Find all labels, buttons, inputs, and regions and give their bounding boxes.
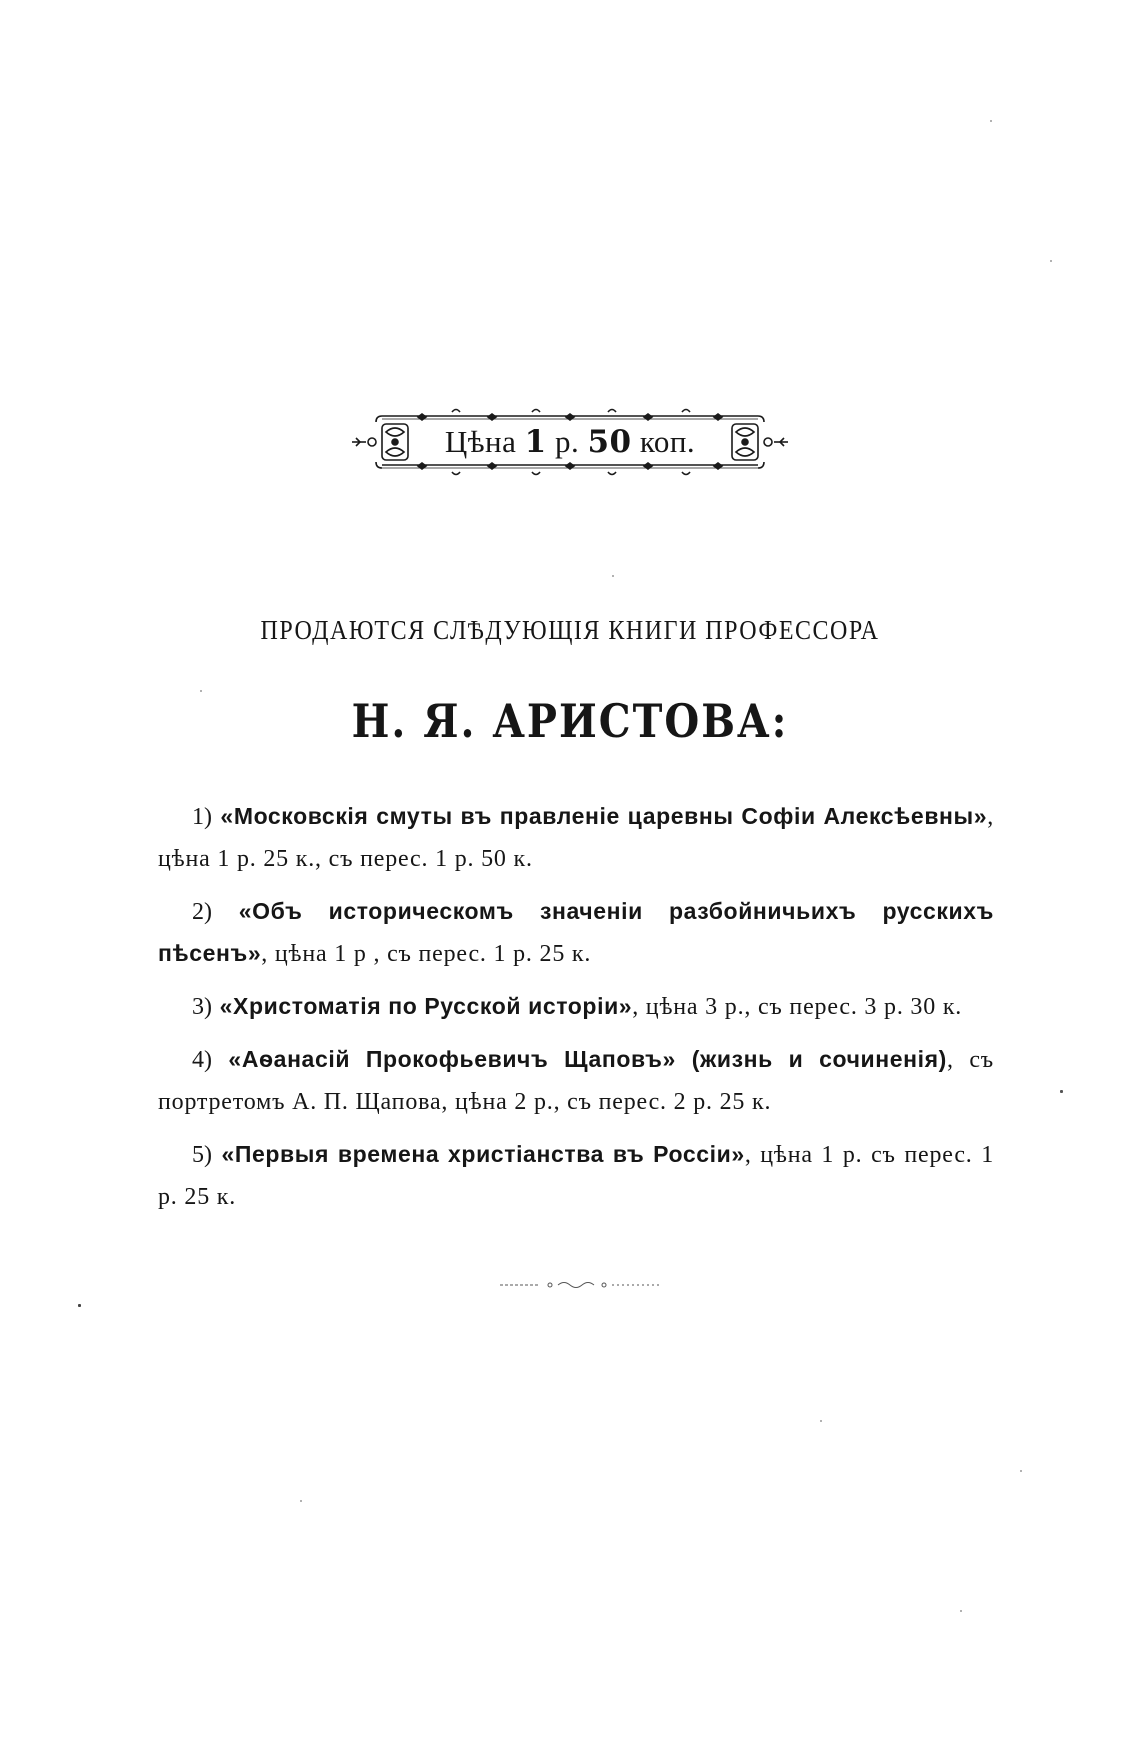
price-kopecks: 50 <box>587 424 632 460</box>
book-number: 4) <box>192 1047 212 1073</box>
book-entry-1 <box>158 796 994 880</box>
book-title: «Аѳанасій Прокофьевичъ Щаповъ» (жизнь и сочиненія) <box>228 1046 947 1072</box>
author-name: Н. Я. АРИСТОВА: <box>351 694 789 749</box>
book-price: , цѣна 1 р. съ перес. 1 р. 25 к. <box>158 1142 994 1210</box>
book-number: 2) <box>192 899 212 925</box>
book-entry-3 <box>158 986 994 1028</box>
book-title: «Московскія смуты въ правленіе царевны Софіи Алексѣевны» <box>220 803 988 829</box>
book-price: , цѣна 3 р., съ перес. 3 р. 30 к. <box>632 994 963 1020</box>
price-rubles: 1 <box>524 424 547 460</box>
book-entry-4 <box>158 1039 994 1123</box>
price-cartouche <box>352 402 788 482</box>
closing-ornament <box>500 1280 660 1290</box>
book-number: 3) <box>192 994 212 1020</box>
book-number: 5) <box>192 1142 212 1168</box>
book-price: , цѣна 1 р , съ перес. 1 р. 25 к. <box>261 941 592 967</box>
book-title: «Первыя времена христіанства въ Россіи» <box>221 1141 745 1167</box>
book-list <box>158 796 994 1229</box>
books-heading: ПРОДАЮТСЯ СЛѢДУЮЩІЯ КНИГИ ПРОФЕССОРА <box>260 615 880 646</box>
book-price: , цѣна 1 р. 25 к., съ перес. 1 р. 50 к. <box>158 804 994 872</box>
price-prefix: Цѣна <box>444 424 517 459</box>
price-label <box>432 422 708 462</box>
book-title: «Христоматія по Русской исторіи» <box>219 993 633 1019</box>
price-kopecks-unit: коп. <box>639 424 696 459</box>
book-price: , съ портретомъ А. П. Щапова, цѣна 2 р., съ перес. 2 р. 25 к. <box>158 1047 994 1115</box>
book-title: «Объ историческомъ значеніи разбойничьихъ русскихъ пѣсенъ» <box>158 898 994 966</box>
book-number: 1) <box>192 804 212 830</box>
price-rubles-unit: р. <box>554 424 580 459</box>
book-entry-2 <box>158 891 994 975</box>
book-entry-5 <box>158 1134 994 1218</box>
